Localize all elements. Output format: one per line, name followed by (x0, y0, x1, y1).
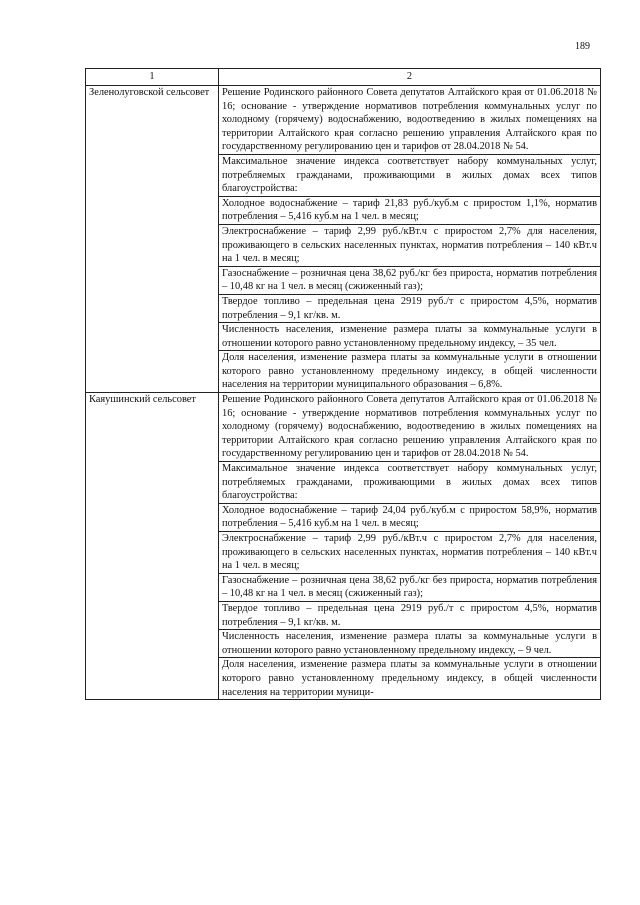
population-share-paragraph: Доля населения, изменение размера платы за коммунальные услуги в отношении которого равно установленному предельному индексу, в общей численности населения на территории муниципального образования – 6,8%. (218, 350, 601, 392)
municipality-details (219, 393, 601, 700)
gas-paragraph: Газоснабжение – розничная цена 38,62 руб./кг без прироста, норматив потребления – 10,48 кг на 1 чел. в месяц (сжиженный газ); (218, 573, 601, 601)
water-supply-paragraph: Холодное водоснабжение – тариф 21,83 руб./куб.м с приростом 1,1%, норматив потребления – 5,416 куб.м на 1 чел. в месяц; (218, 196, 601, 224)
index-paragraph: Максимальное значение индекса соответствует набору коммунальных услуг, потребляемых гражданами, проживающими в жилых домах всех типов благоустройства: (218, 154, 601, 196)
municipality-name: Каяушинский сельсовет (86, 393, 219, 700)
municipality-details (219, 86, 601, 393)
table-row (86, 86, 601, 393)
municipal-table (85, 68, 601, 700)
municipality-name: Зеленолуговской сельсовет (86, 86, 219, 393)
column-header-2: 2 (219, 69, 601, 86)
population-count-paragraph: Численность населения, изменение размера платы за коммунальные услуги в отношении которого равно установленному предельному индексу, – 35 чел. (218, 322, 601, 350)
decision-paragraph: Решение Родинского районного Совета депутатов Алтайского края от 01.06.2018 № 16; основание - утверждение нормативов потребления коммунальных услуг по холодному (горячему) водоснабжению, водоотведению в жилых помещениях на территории Алтайского края согласно решению управления Алтайского края по государственному регулированию цен и тарифов от 28.04.2018 № 54. (222, 394, 597, 460)
electricity-paragraph: Электроснабжение – тариф 2,99 руб./кВт.ч с приростом 2,7% для населения, проживающего в сельских населенных пунктах, норматив потребления – 140 кВт.ч на 1 чел. в месяц; (218, 224, 601, 266)
table-row (86, 393, 601, 700)
solid-fuel-paragraph: Твердое топливо – предельная цена 2919 руб./т с приростом 4,5%, норматив потребления – 9,1 кг/кв. м. (218, 601, 601, 629)
electricity-paragraph: Электроснабжение – тариф 2,99 руб./кВт.ч с приростом 2,7% для населения, проживающего в сельских населенных пунктах, норматив потребления – 140 кВт.ч на 1 чел. в месяц; (218, 531, 601, 573)
index-paragraph: Максимальное значение индекса соответствует набору коммунальных услуг, потребляемых гражданами, проживающими в жилых домах всех типов благоустройства: (218, 461, 601, 503)
page-number: 189 (575, 41, 590, 52)
table-header-row (86, 69, 601, 86)
column-header-1: 1 (86, 69, 219, 86)
solid-fuel-paragraph: Твердое топливо – предельная цена 2919 руб./т с приростом 4,5%, норматив потребления – 9,1 кг/кв. м. (218, 294, 601, 322)
population-share-paragraph: Доля населения, изменение размера платы за коммунальные услуги в отношении которого равно установленному предельному индексу, в общей численности населения на территории муници- (218, 657, 601, 699)
gas-paragraph: Газоснабжение – розничная цена 38,62 руб./кг без прироста, норматив потребления – 10,48 кг на 1 чел. в месяц (сжиженный газ); (218, 266, 601, 294)
decision-paragraph: Решение Родинского районного Совета депутатов Алтайского края от 01.06.2018 № 16; основание - утверждение нормативов потребления коммунальных услуг по холодному (горячему) водоснабжению, водоотведению в жилых помещениях на территории Алтайского края согласно решению управления Алтайского края по государственному регулированию цен и тарифов от 28.04.2018 № 54. (222, 87, 597, 153)
water-supply-paragraph: Холодное водоснабжение – тариф 24,04 руб./куб.м с приростом 58,9%, норматив потребления – 5,416 куб.м на 1 чел. в месяц; (218, 503, 601, 531)
population-count-paragraph: Численность населения, изменение размера платы за коммунальные услуги в отношении которого равно установленному предельному индексу, – 9 чел. (218, 629, 601, 657)
